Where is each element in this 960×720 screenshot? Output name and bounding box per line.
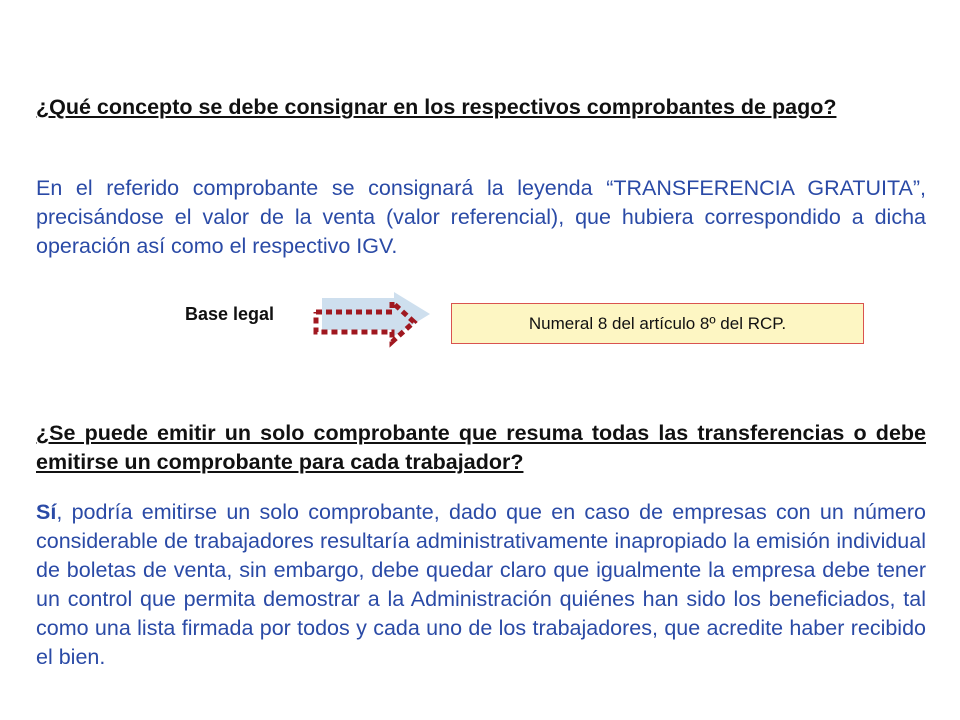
legal-basis-label: Base legal <box>185 304 275 324</box>
answer-2-text <box>36 498 926 672</box>
answer-1 <box>36 174 926 261</box>
question-1 <box>36 93 926 122</box>
answer-2-body: , podría emitirse un solo comprobante, dado que en caso de empresas con un número considerable de trabajadores resultaría administrativamente inapropiado la emisión individual de boletas de venta, sin embargo, debe quedar claro que igualmente la empresa debe tener un control que permita demostrar a la Administración quiénes han sido los beneficiados, tal como una lista firmada por todos y cada uno de los trabajadores, que acredite haber recibido el bien. <box>36 500 926 669</box>
answer-2-lead: Sí <box>36 500 57 524</box>
answer-1-text: En el referido comprobante se consignará la leyenda “TRANSFERENCIA GRATUITA”, precisándose el valor de la venta (valor referencial), que hubiera correspondido a dicha operación así como el respectivo IGV. <box>36 176 926 258</box>
question-2-text: ¿Se puede emitir un solo comprobante que resuma todas las transferencias o debe emitirse un comprobante para cada trabajador? <box>36 421 926 474</box>
legal-reference-box <box>451 303 864 344</box>
question-1-text: ¿Qué concepto se debe consignar en los respectivos comprobantes de pago? <box>36 95 837 119</box>
answer-2 <box>36 498 926 672</box>
legal-reference-text: Numeral 8 del artículo 8º del RCP. <box>528 313 787 333</box>
dotted-arrow-icon <box>308 290 438 348</box>
question-2 <box>36 419 926 477</box>
